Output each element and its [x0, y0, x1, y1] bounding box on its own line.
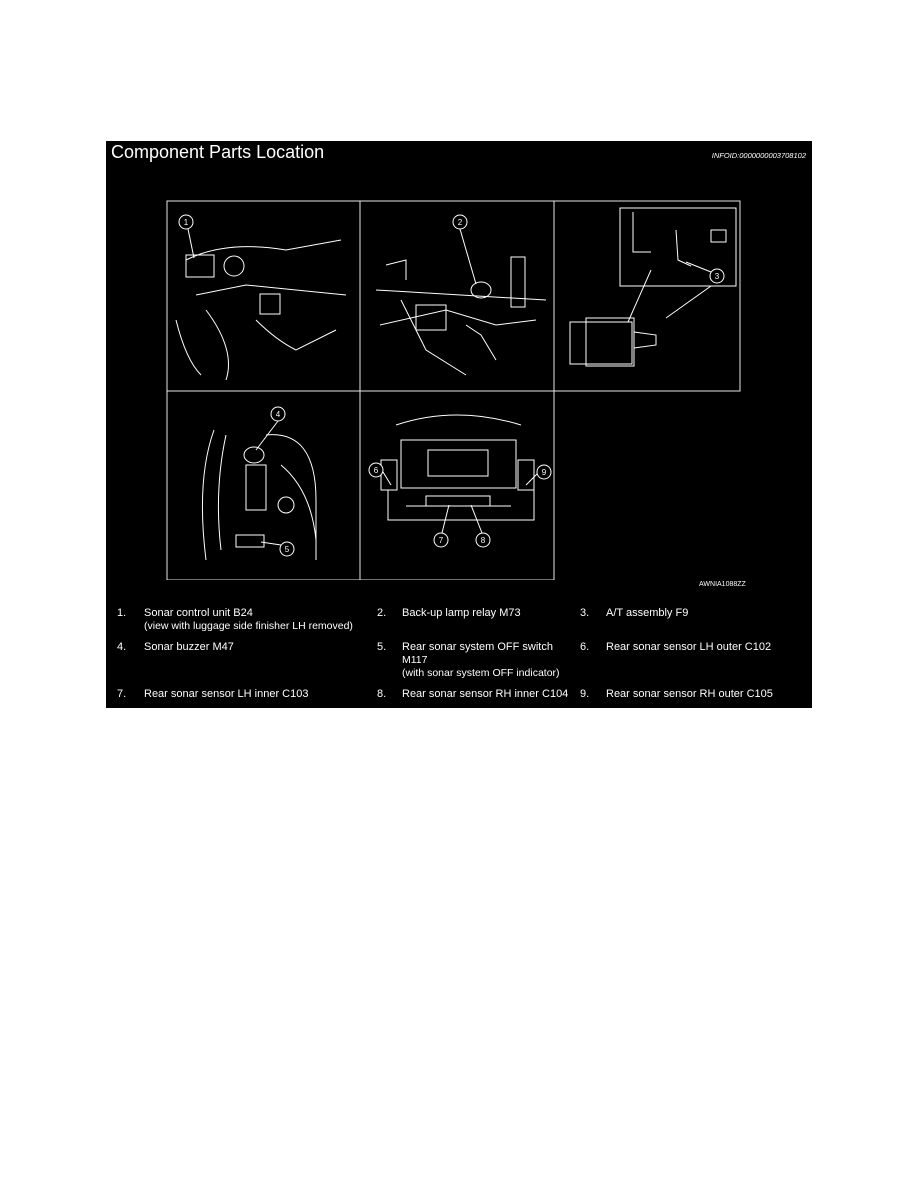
- legend-num-5: 5.: [377, 641, 387, 653]
- figure-code: AWNIA1088ZZ: [699, 581, 746, 588]
- component-location-figure: [166, 200, 770, 580]
- legend-text-4: Sonar buzzer M47: [144, 641, 234, 653]
- legend-item-3: [606, 607, 806, 620]
- callout-8-label: 8: [480, 536, 486, 545]
- legend-sub-5: (with sonar system OFF indicator): [402, 667, 560, 679]
- legend-item-7: [144, 688, 374, 701]
- legend-num-1: 1.: [117, 607, 127, 619]
- legend-item-9: [606, 688, 806, 701]
- legend-num-9: 9.: [580, 688, 590, 700]
- callout-3-label: 3: [714, 272, 720, 281]
- legend-item-5: [402, 641, 577, 680]
- legend-text-6: Rear sonar sensor LH outer C102: [606, 641, 772, 653]
- info-id: INFOID:0000000003708102: [711, 151, 806, 160]
- legend-num-6: 6.: [580, 641, 590, 653]
- legend-num-4: 4.: [117, 641, 127, 653]
- legend-text-9: Rear sonar sensor RH outer C105: [606, 688, 773, 700]
- legend-text-3: A/T assembly F9: [606, 607, 689, 619]
- legend-text-2: Back-up lamp relay M73: [402, 607, 521, 619]
- legend-item-2: [402, 607, 577, 620]
- legend-num-2: 2.: [377, 607, 387, 619]
- legend-item-6: [606, 641, 806, 654]
- callout-5-label: 5: [284, 545, 290, 554]
- callout-7-label: 7: [438, 536, 444, 545]
- legend-sub-1: (view with luggage side finisher LH removed): [144, 620, 353, 632]
- callout-6-label: 6: [373, 466, 379, 475]
- callout-2-label: 2: [457, 218, 463, 227]
- legend-item-8: [402, 688, 580, 701]
- section-title: Component Parts Location: [111, 142, 325, 162]
- callout-4-label: 4: [275, 410, 281, 419]
- legend-item-1: [144, 607, 374, 633]
- legend-sub2-5: M117: [402, 654, 428, 666]
- legend-num-3: 3.: [580, 607, 590, 619]
- callout-1-label: 1: [183, 218, 189, 227]
- callout-9-label: 9: [541, 468, 547, 477]
- legend-num-7: 7.: [117, 688, 127, 700]
- legend-text-5: Rear sonar system OFF switch: [402, 641, 553, 653]
- legend-text-8: Rear sonar sensor RH inner C104: [402, 688, 569, 700]
- legend-text-1: Sonar control unit B24: [144, 607, 253, 619]
- legend-text-7: Rear sonar sensor LH inner C103: [144, 688, 309, 700]
- legend-num-8: 8.: [377, 688, 387, 700]
- component-parts-panel: [106, 141, 812, 708]
- legend-item-4: [144, 641, 374, 654]
